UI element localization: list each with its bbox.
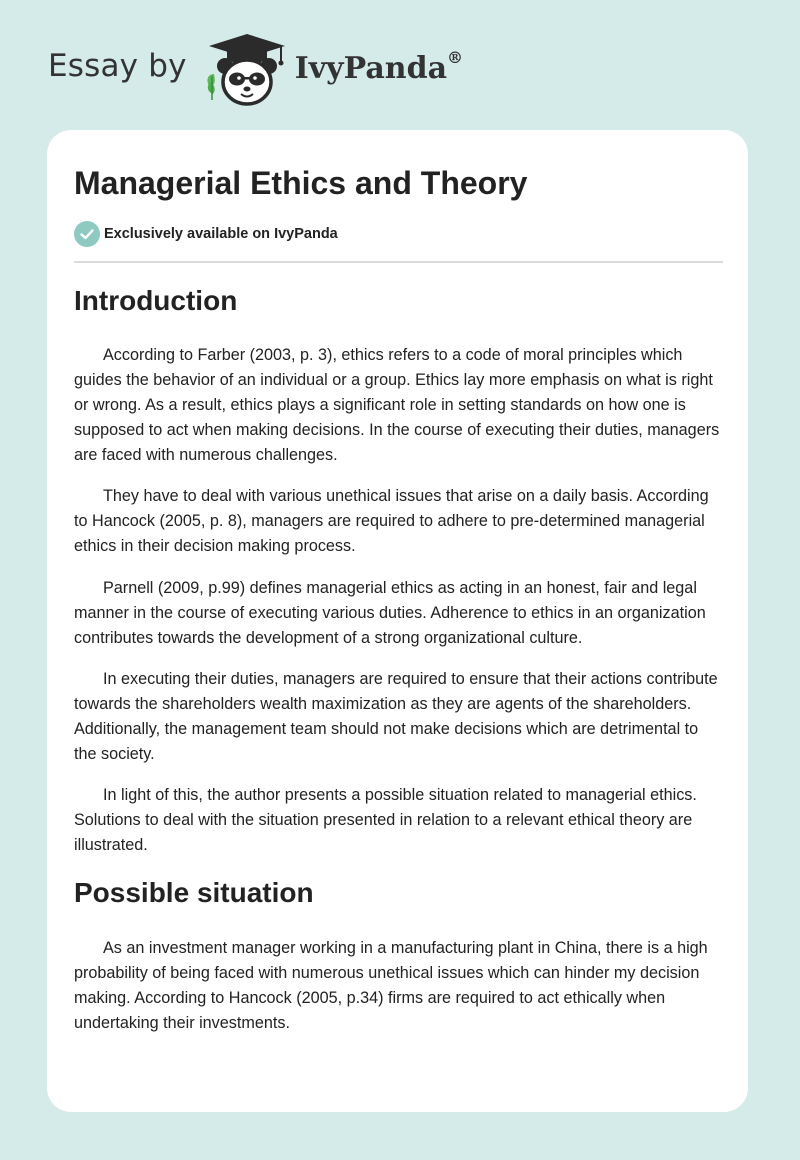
divider [74, 261, 723, 263]
paragraph: Parnell (2009, p.99) defines managerial ethics as acting in an honest, fair and legal manner in the course of executing various duties. Adherence to ethics in an organization contributes towards the development of a strong organizational culture. [74, 579, 706, 647]
paragraph: In executing their duties, managers are required to ensure that their actions contribute towards the shareholders wealth maximization as they are agents of the shareholders. Additionally, the management team should not make decisions which are detrimental to the society. [74, 670, 718, 763]
section-heading-introduction: Introduction [74, 285, 238, 316]
essay-by-label: Essay by [48, 48, 187, 84]
paragraph: As an investment manager working in a manufacturing plant in China, there is a high probability of being faced with numerous unethical issues which can hinder my decision making. According to Hancock (2005, p.34) firms are required to act ethically when undertaking their investments. [74, 939, 708, 1032]
paragraph: According to Farber (2003, p. 3), ethics refers to a code of moral principles which guides the behavior of an individual or a group. Ethics lay more emphasis on what is right or wrong. As a result, ethics plays a significant role in setting standards on how one is supposed to act when making decisions. In the course of executing their duties, managers are faced with numerous challenges. [74, 346, 720, 464]
paragraph: They have to deal with various unethical issues that arise on a daily basis. According to Hancock (2005, p. 8), managers are required to adhere to pre-determined managerial ethics in their decision making process. [74, 487, 709, 555]
check-circle-icon [74, 221, 100, 247]
badge-text: Exclusively available on IvyPanda [104, 226, 338, 242]
essay-card [47, 130, 748, 1112]
paragraph: In light of this, the author presents a possible situation related to managerial ethics. Solutions to deal with the situation presented in relation to a relevant ethical theory are illustrated. [74, 786, 697, 854]
site-header [48, 30, 463, 110]
registered-mark: ® [447, 47, 464, 67]
exclusive-badge [74, 221, 338, 247]
page-title: Managerial Ethics and Theory [74, 165, 528, 201]
panda-graduate-icon [201, 30, 293, 110]
brand-name[interactable]: IvyPanda® [294, 47, 464, 86]
section-heading-possible-situation: Possible situation [74, 877, 314, 908]
